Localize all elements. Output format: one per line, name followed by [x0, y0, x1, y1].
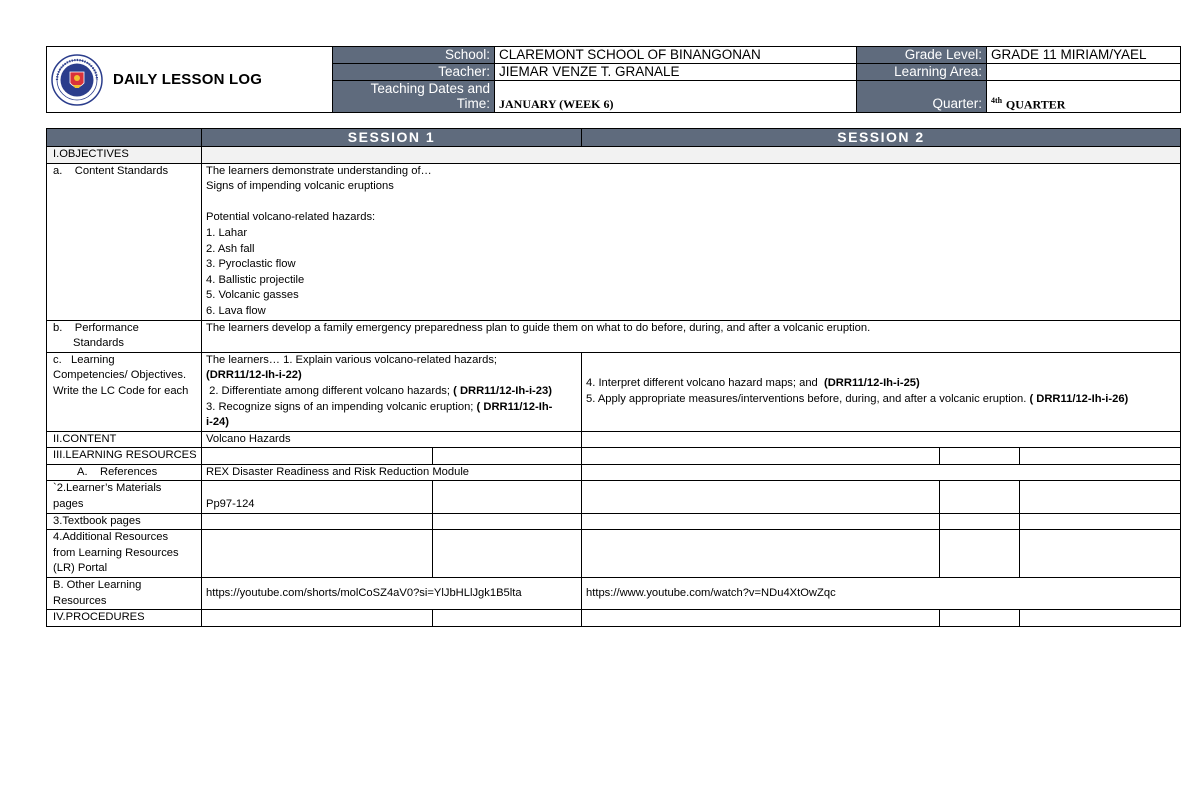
- dates-label-line2: Time:: [456, 96, 490, 111]
- objectives-label: I.OBJECTIVES: [47, 147, 202, 164]
- competency-5: [586, 392, 1176, 408]
- other-line2: Resources: [53, 594, 107, 607]
- references-s2: [582, 464, 1181, 481]
- page-title: DAILY LESSON LOG: [113, 70, 263, 88]
- learner-materials-pages: Pp97-124: [202, 481, 433, 513]
- content-s2: [582, 431, 1181, 448]
- competency-2-text: 2. Differentiate among different volcano hazards;: [206, 384, 454, 397]
- content-standards-line: Signs of impending volcanic eruptions: [206, 180, 394, 193]
- lc-code: i-24): [206, 416, 230, 429]
- content-standards-line: 4. Ballistic projectile: [206, 273, 305, 286]
- cell: [582, 513, 940, 530]
- dates-value: JANUARY (WEEK 6): [499, 97, 614, 111]
- competency-5-text: 5. Apply appropriate measures/interventions before, during, and after a volcanic eruption.: [586, 392, 1030, 405]
- competency-2: [206, 384, 577, 400]
- competencies-label: [47, 352, 202, 431]
- session-1-header: SESSION 1: [202, 129, 582, 147]
- textbook-label: 3.Textbook pages: [47, 513, 202, 530]
- content-standards-line: 1. Lahar: [206, 226, 248, 239]
- content-standards-label: a. Content Standards: [47, 163, 202, 320]
- learner-materials-line1: `2.Learner’s Materials: [53, 482, 162, 495]
- session-2-header: SESSION 2: [582, 129, 1181, 147]
- additional-line: (LR) Portal: [53, 562, 108, 575]
- competency-1-code: [206, 368, 577, 384]
- quarter-sup: 4th: [991, 95, 1003, 105]
- cell: [582, 530, 940, 578]
- content-standards-line: Potential volcano-related hazards:: [206, 211, 376, 224]
- session-2-link[interactable]: https://www.youtube.com/watch?v=NDu4XtOwZqc: [582, 578, 1181, 610]
- cell: [1020, 610, 1181, 627]
- cell: [202, 610, 433, 627]
- cell: [1020, 481, 1181, 513]
- references-label: A. References: [47, 464, 202, 481]
- other-line1: B. Other Learning: [53, 579, 142, 592]
- dates-label-line1: Teaching Dates and: [370, 81, 490, 96]
- lesson-table: [46, 128, 1181, 627]
- content-standards-line: 3. Pyroclastic flow: [206, 258, 296, 271]
- content-standards-line: 5. Volcanic gasses: [206, 289, 299, 302]
- session-1-link[interactable]: https://youtube.com/shorts/molCoSZ4aV0?si=YlJbHLlJgk1B5lta: [202, 578, 582, 610]
- competencies-label-line: Write the LC Code for each: [53, 384, 189, 397]
- competency-3-text: 3. Recognize signs of an impending volcanic eruption;: [206, 400, 477, 413]
- cell: [202, 530, 433, 578]
- performance-label-line1: b. Performance: [53, 321, 139, 334]
- learning-area-value: [987, 64, 1181, 81]
- cell: [940, 513, 1020, 530]
- header-blank-cell: [47, 129, 202, 147]
- lc-code: ( DRR11/12-Ih-i-23): [453, 384, 552, 397]
- grade-label: Grade Level:: [857, 47, 987, 64]
- cell: [433, 513, 582, 530]
- session-1-competencies: [202, 352, 582, 431]
- cell: [1020, 513, 1181, 530]
- content-standards-cell: [202, 163, 1181, 320]
- learner-materials-line2: pages: [53, 498, 84, 511]
- content-standards-line: [206, 195, 1176, 211]
- cell: [940, 481, 1020, 513]
- competencies-label-line: c. Learning: [53, 353, 115, 366]
- session-2-competencies: [582, 352, 1181, 431]
- cell: [940, 530, 1020, 578]
- cell: [1020, 530, 1181, 578]
- school-label: School:: [333, 47, 495, 64]
- competency-4-text: 4. Interpret different volcano hazard maps; and: [586, 377, 824, 390]
- competencies-label-line: Competencies/ Objectives.: [53, 369, 187, 382]
- additional-line: 4.Additional Resources: [53, 531, 169, 544]
- learning-area-label: Learning Area:: [857, 64, 987, 81]
- additional-resources-label: [47, 530, 202, 578]
- resources-label: III.LEARNING RESOURCES: [47, 448, 202, 465]
- logo-cell: [47, 47, 333, 113]
- grade-value: GRADE 11 MIRIAM/YAEL: [987, 47, 1181, 64]
- performance-label-line2: Standards: [73, 337, 124, 350]
- header-table: [46, 46, 1181, 113]
- competency-3: [206, 400, 577, 416]
- objectives-blank: [202, 147, 1181, 164]
- school-value: CLAREMONT SCHOOL OF BINANGONAN: [495, 47, 857, 64]
- competency-3-code-cont: [206, 415, 577, 431]
- lc-code: (DRR11/12-Ih-i-22): [206, 369, 302, 382]
- additional-line: from Learning Resources: [53, 546, 179, 559]
- other-resources-label: [47, 578, 202, 610]
- content-standards-line: 6. Lava flow: [206, 304, 266, 317]
- quarter-value-cell: [987, 81, 1181, 113]
- cell: [940, 448, 1020, 465]
- cell: [1020, 448, 1181, 465]
- competency-1: The learners… 1. Explain various volcano-related hazards;: [206, 353, 498, 366]
- cell: [582, 481, 940, 513]
- content-standards-line: The learners demonstrate understanding of…: [206, 164, 432, 177]
- performance-label: [47, 320, 202, 352]
- dates-value-cell: [495, 81, 857, 113]
- content-standards-line: 2. Ash fall: [206, 242, 255, 255]
- cell: [202, 513, 433, 530]
- lc-code: (DRR11/12-Ih-i-25): [824, 377, 920, 390]
- content-value: Volcano Hazards: [202, 431, 582, 448]
- references-value: REX Disaster Readiness and Risk Reduction Module: [202, 464, 582, 481]
- cell: [433, 530, 582, 578]
- teacher-value: JIEMAR VENZE T. GRANALE: [495, 64, 857, 81]
- lc-code: ( DRR11/12-Ih-i-26): [1029, 392, 1129, 405]
- procedures-label: IV.PROCEDURES: [47, 610, 202, 627]
- competency-4: [586, 376, 1176, 392]
- lc-code: ( DRR11/12-Ih-: [476, 400, 553, 413]
- cell: [202, 448, 433, 465]
- content-label: II.CONTENT: [47, 431, 202, 448]
- performance-value: The learners develop a family emergency preparedness plan to guide them on what to do before, during, and after a volcanic eruption.: [202, 320, 1181, 352]
- cell: [433, 481, 582, 513]
- learner-materials-label: [47, 481, 202, 513]
- teacher-label: Teacher:: [333, 64, 495, 81]
- quarter-label: Quarter:: [857, 81, 987, 113]
- deped-seal-icon: [51, 54, 103, 106]
- cell: [582, 610, 940, 627]
- cell: [433, 448, 582, 465]
- cell: [582, 448, 940, 465]
- cell: [433, 610, 582, 627]
- quarter-value: QUARTER: [1005, 97, 1066, 111]
- dates-label: [333, 81, 495, 113]
- cell: [940, 610, 1020, 627]
